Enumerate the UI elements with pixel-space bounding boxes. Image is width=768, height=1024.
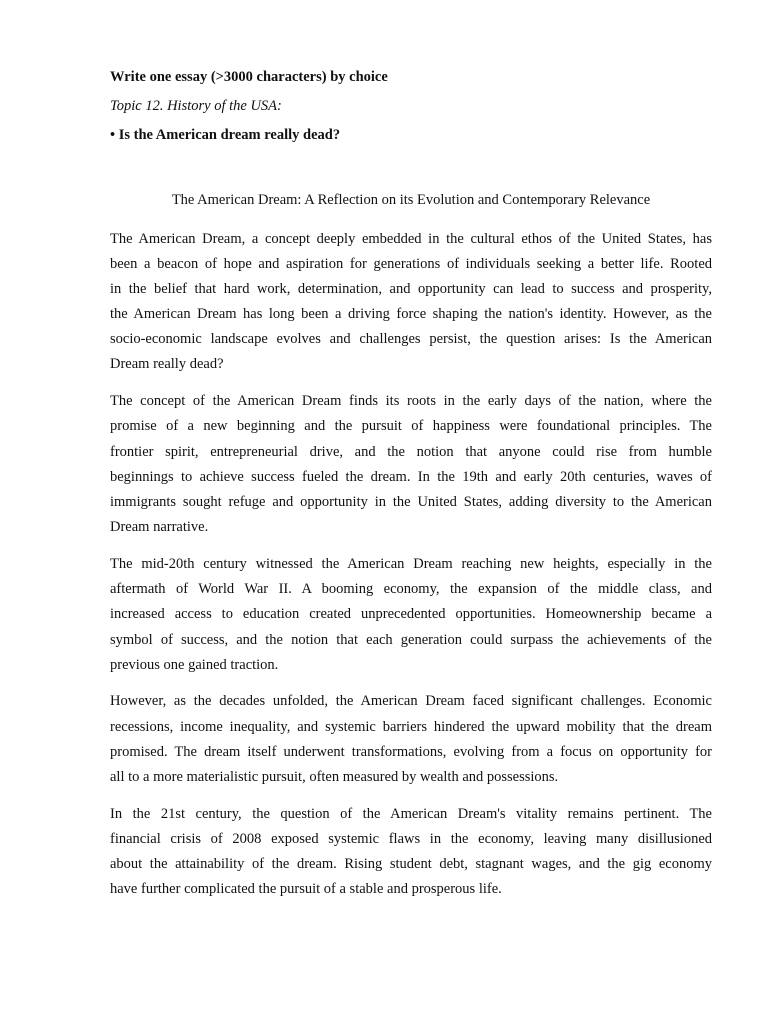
- text-line: The American Dream, a concept deeply embedded in the cultural ethos of the United States, has: [110, 230, 712, 247]
- text-line: aftermath of World War II. A booming economy, the expansion of the middle class, and: [110, 581, 712, 598]
- text-line: immigrants sought refuge and opportunity in the United States, adding diversity to the American: [110, 493, 712, 510]
- essay-paragraph-4: [110, 689, 712, 790]
- assignment-instruction: Write one essay (>3000 characters) by choice: [110, 68, 388, 85]
- text-line: increased access to education created unprecedented opportunities. Homeownership became a: [110, 606, 712, 623]
- text-line: about the attainability of the dream. Rising student debt, stagnant wages, and the gig economy: [110, 856, 712, 873]
- essay-paragraph-3: [110, 552, 712, 678]
- text-line: been a beacon of hope and aspiration for generations of individuals seeking a better life. Rooted: [110, 255, 712, 272]
- text-line: promise of a new beginning and the pursuit of happiness were foundational principles. The: [110, 418, 712, 435]
- text-line: In the 21st century, the question of the American Dream's vitality remains pertinent. The: [110, 805, 712, 822]
- text-line: in the belief that hard work, determination, and opportunity can lead to success and prosperity,: [110, 280, 712, 297]
- essay-title: The American Dream: A Reflection on its Evolution and Contemporary Relevance: [171, 192, 651, 209]
- text-line: beginnings to achieve success fueled the dream. In the 19th and early 20th centuries, waves of: [110, 468, 712, 485]
- text-line: Dream narrative.: [110, 519, 209, 536]
- text-line: frontier spirit, entrepreneurial drive, and the notion that anyone could rise from humble: [110, 443, 712, 460]
- text-line: previous one gained traction.: [110, 656, 279, 673]
- text-line: all to a more materialistic pursuit, often measured by wealth and possessions.: [110, 769, 559, 786]
- text-line: promised. The dream itself underwent transformations, evolving from a focus on opportunity for: [110, 743, 712, 760]
- essay-body: [110, 227, 712, 915]
- text-line: recessions, income inequality, and systemic barriers hindered the upward mobility that the dream: [110, 718, 712, 735]
- text-line: Dream really dead?: [110, 356, 224, 373]
- text-line: The mid-20th century witnessed the American Dream reaching new heights, especially in the: [110, 555, 712, 572]
- essay-paragraph-5: [110, 802, 712, 903]
- text-line: However, as the decades unfolded, the American Dream faced significant challenges. Economic: [110, 693, 712, 710]
- essay-paragraph-2: [110, 389, 712, 540]
- text-line: socio-economic landscape evolves and challenges persist, the question arises: Is the American: [110, 331, 712, 348]
- text-line: The concept of the American Dream finds its roots in the early days of the nation, where the: [110, 393, 712, 410]
- text-line: the American Dream has long been a driving force shaping the nation's identity. However, as the: [110, 306, 712, 323]
- assignment-question: • Is the American dream really dead?: [110, 126, 341, 143]
- assignment-topic: Topic 12. History of the USA:: [110, 97, 282, 114]
- text-line: have further complicated the pursuit of a stable and prosperous life.: [110, 881, 502, 898]
- text-line: financial crisis of 2008 exposed systemic flaws in the economy, leaving many disillusioned: [110, 831, 712, 847]
- text-line: symbol of success, and the notion that each generation could surpass the achievements of the: [110, 631, 712, 648]
- assignment-header: [110, 63, 712, 150]
- essay-paragraph-1: [110, 227, 712, 378]
